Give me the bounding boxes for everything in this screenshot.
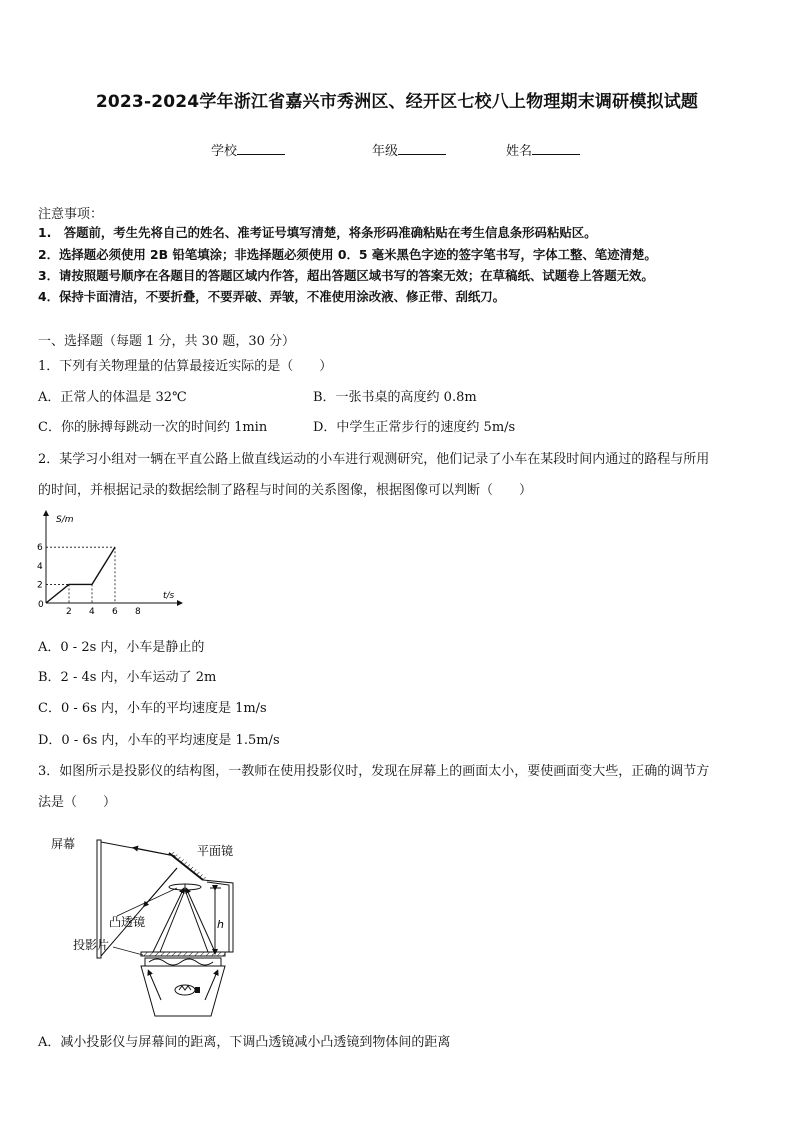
origin-label: 0: [38, 600, 44, 610]
x-tick-label: 6: [112, 607, 118, 615]
x-tick-label: 2: [66, 607, 72, 615]
y-axis-label: S/m: [56, 515, 74, 525]
school-label: 学校: [211, 144, 238, 159]
q1-option-b[interactable]: B．一张书桌的高度约 0.8m: [313, 390, 477, 405]
y-tick-label: 6: [37, 543, 43, 554]
q1-option-d[interactable]: D．中学生正常步行的速度约 5m/s: [313, 420, 516, 435]
grade-field[interactable]: [372, 140, 446, 159]
q2-option-a[interactable]: A．0 - 2s 内，小车是静止的: [38, 640, 205, 655]
notice-item-1: 1. 答题前，考生先将自己的姓名、准考证号填写清楚，将条形码准确粘贴在考生信息条形码粘贴区。: [38, 225, 597, 240]
label-lens: 凸透镜: [109, 915, 146, 929]
section-heading: 一、选择题（每题 1 分，共 30 题，30 分）: [38, 334, 296, 349]
q1-stem: 1．下列有关物理量的估算最接近实际的是（ ）: [38, 359, 333, 374]
name-blank[interactable]: [532, 142, 580, 155]
notice-item-4: 4．保持卡面清洁，不要折叠，不要弄破、弄皱，不准使用涂改液、修正带、刮纸刀。: [38, 289, 506, 304]
q1-option-c[interactable]: C．你的脉搏每跳动一次的时间约 1min: [38, 420, 268, 435]
q2-option-c[interactable]: C．0 - 6s 内，小车的平均速度是 1m/s: [38, 701, 267, 716]
y-tick-label: 2: [37, 580, 43, 591]
notice-item-2: 2．选择题必须使用 2B 铅笔填涂；非选择题必须使用 0．5 毫米黑色字迹的签字笔书写，字体工整、笔迹清楚。: [38, 247, 657, 262]
x-tick-label: 8: [135, 607, 141, 615]
q1-option-a[interactable]: A．正常人的体温是 32℃: [38, 390, 187, 405]
page-title: 2023-2024学年浙江省嘉兴市秀洲区、经开区七校八上物理期末调研模拟试题: [95, 92, 699, 112]
school-field[interactable]: [211, 140, 285, 159]
name-field[interactable]: [506, 140, 580, 159]
q2-stem-line-1: 2．某学习小组对一辆在平直公路上做直线运动的小车进行观测研究，他们记录了小车在某段时间内通过的路程与所用: [38, 452, 710, 467]
grade-label: 年级: [372, 144, 399, 159]
q3-stem-line-2: 法是（ ）: [38, 795, 117, 810]
q2-option-d[interactable]: D．0 - 6s 内，小车的平均速度是 1.5m/s: [38, 733, 280, 748]
y-tick-label: 4: [37, 561, 43, 572]
label-screen: 屏幕: [51, 837, 76, 851]
st-series-line: [46, 547, 115, 603]
q3-stem-line-1: 3．如图所示是投影仪的结构图，一教师在使用投影仪时，发现在屏幕上的画面太小，要使画面变大些，正确的调节方: [38, 764, 710, 779]
notice-item-3: 3．请按照题号顺序在各题目的答题区域内作答，超出答题区域书写的答案无效；在草稿纸、试题卷上答题无效。: [38, 268, 654, 283]
q2-option-b[interactable]: B．2 - 4s 内，小车运动了 2m: [38, 670, 217, 685]
q3-option-a[interactable]: A．减小投影仪与屏幕间的距离，下调凸透镜减小凸透镜到物体间的距离: [38, 1035, 451, 1050]
h-label: h: [217, 918, 224, 931]
grade-blank[interactable]: [398, 142, 446, 155]
notice-heading: 注意事项：: [38, 207, 104, 222]
name-label: 姓名: [506, 144, 533, 159]
x-tick-label: 4: [89, 607, 95, 615]
school-blank[interactable]: [237, 142, 285, 155]
slide: [141, 952, 225, 956]
label-mirror: 平面镜: [197, 844, 234, 858]
x-axis-label: t/s: [163, 591, 175, 601]
q2-stem-line-2: 的时间，并根据记录的数据绘制了路程与时间的关系图像，根据图像可以判断（ ）: [38, 483, 533, 498]
st-graph: [30, 505, 190, 615]
label-slide: 投影片: [73, 938, 110, 952]
projector-diagram: [45, 828, 255, 1020]
